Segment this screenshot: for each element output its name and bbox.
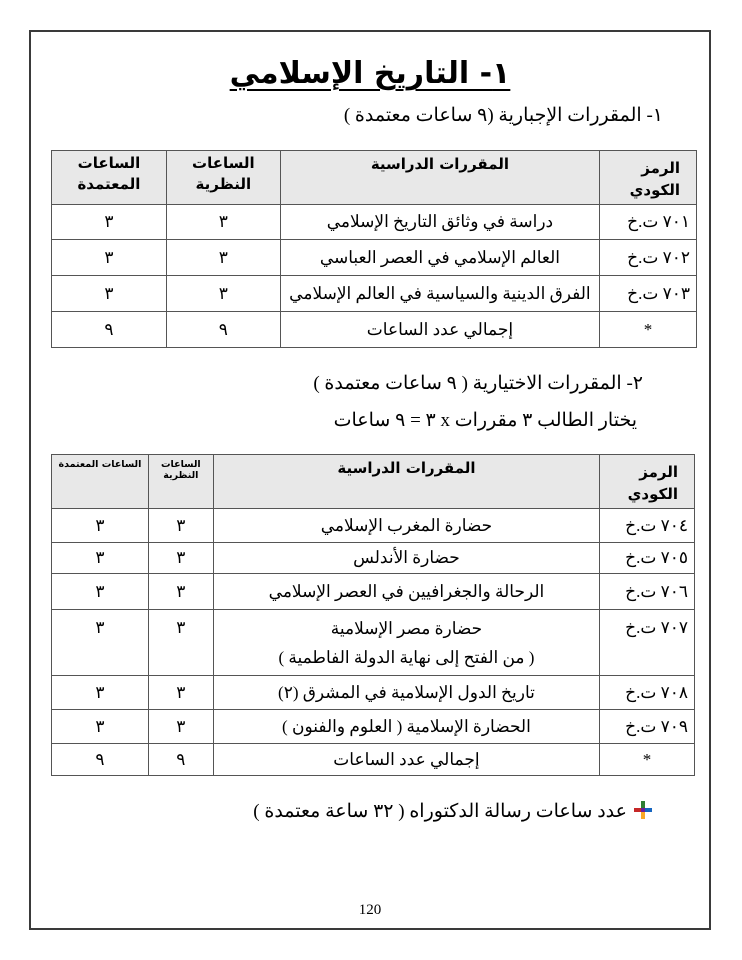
course-code: ٧٠١ ت.خ — [600, 205, 697, 240]
header-code — [600, 151, 697, 205]
header-course — [280, 151, 599, 205]
credit-hours: ٣ — [52, 676, 149, 710]
table-row — [52, 676, 695, 710]
course-code: ٧٠٥ ت.خ — [600, 543, 695, 574]
course-code: ٧٠٧ ت.خ — [600, 610, 695, 676]
total-credit-hours: ٩ — [52, 744, 149, 776]
theory-hours: ٣ — [166, 240, 280, 276]
course-code: ٧٠٣ ت.خ — [600, 276, 697, 312]
header-code-line2: الكودي — [627, 485, 678, 503]
course-name: الفرق الدينية والسياسية في العالم الإسلامي — [280, 276, 599, 312]
header-course-label: المقررات الدراسية — [370, 155, 510, 173]
course-name: العالم الإسلامي في العصر العباسي — [280, 240, 599, 276]
credit-hours: ٣ — [52, 610, 149, 676]
course-name: دراسة في وثائق التاريخ الإسلامي — [280, 205, 599, 240]
theory-hours: ٣ — [166, 276, 280, 312]
total-label: إجمالي عدد الساعات — [213, 744, 599, 776]
table-header-row — [52, 455, 695, 509]
credit-hours: ٣ — [52, 509, 149, 543]
theory-hours: ٣ — [148, 509, 213, 543]
total-marker: * — [600, 312, 697, 348]
course-name-cell — [213, 610, 599, 676]
page-number: 120 — [358, 902, 382, 918]
table-row — [52, 509, 695, 543]
course-name-detail: ( من الفتح إلى نهاية الدولة الفاطمية ) — [278, 647, 535, 667]
table-row — [52, 543, 695, 574]
header-code-line2: الكودي — [629, 181, 680, 199]
course-name: حضارة مصر الإسلامية — [330, 618, 483, 638]
header-credit-label: الساعات المعتمدة — [58, 459, 142, 470]
credit-hours: ٣ — [52, 543, 149, 574]
total-theory-hours: ٩ — [148, 744, 213, 776]
header-theory-line2: النظرية — [195, 175, 252, 193]
course-code: ٧٠٢ ت.خ — [600, 240, 697, 276]
course-name: الحضارة الإسلامية ( العلوم والفنون ) — [213, 710, 599, 744]
header-course — [213, 455, 599, 509]
total-marker: * — [600, 744, 695, 776]
course-code: ٧٠٤ ت.خ — [600, 509, 695, 543]
credit-hours: ٣ — [52, 710, 149, 744]
theory-hours: ٣ — [148, 543, 213, 574]
course-name: الرحالة والجغرافيين في العصر الإسلامي — [213, 574, 599, 610]
header-theory — [148, 455, 213, 509]
header-theory-line2: النظرية — [163, 470, 199, 481]
course-code: ٧٠٩ ت.خ — [600, 710, 695, 744]
header-course-label: المقررات الدراسية — [337, 459, 476, 477]
table-total-row — [52, 744, 695, 776]
four-color-bullet-icon — [633, 800, 653, 820]
header-theory-line1: الساعات — [192, 154, 255, 172]
table-row — [52, 610, 695, 676]
theory-hours: ٣ — [148, 610, 213, 676]
header-code-line1: الرمز — [641, 159, 680, 177]
section1-heading: ١- المقررات الإجبارية (٩ ساعات معتمدة ) — [343, 105, 663, 126]
credit-hours: ٣ — [52, 574, 149, 610]
total-theory-hours: ٩ — [166, 312, 280, 348]
elective-courses-table — [51, 454, 695, 776]
theory-hours: ٣ — [148, 574, 213, 610]
credit-hours: ٣ — [52, 276, 167, 312]
table-row — [52, 240, 697, 276]
table-row — [52, 574, 695, 610]
section2-heading: ٢- المقررات الاختيارية ( ٩ ساعات معتمدة ) — [313, 373, 643, 394]
header-code — [600, 455, 695, 509]
table-row — [52, 205, 697, 240]
table-header-row — [52, 151, 697, 205]
course-name: تاريخ الدول الإسلامية في المشرق (٢) — [213, 676, 599, 710]
section2-subheading: يختار الطالب ٣ مقررات x ٣ = ٩ ساعات — [333, 410, 637, 431]
credit-hours: ٣ — [52, 240, 167, 276]
document-page — [29, 30, 711, 930]
table-total-row — [52, 312, 697, 348]
course-code: ٧٠٨ ت.خ — [600, 676, 695, 710]
course-name: حضارة المغرب الإسلامي — [213, 509, 599, 543]
header-theory-line1: الساعات — [161, 459, 201, 470]
total-label: إجمالي عدد الساعات — [280, 312, 599, 348]
header-credit-line1: الساعات — [77, 154, 141, 172]
total-credit-hours: ٩ — [52, 312, 167, 348]
doctorate-hours-note: عدد ساعات رسالة الدكتوراه ( ٣٢ ساعة معتمدة ) — [253, 801, 627, 822]
theory-hours: ٣ — [148, 676, 213, 710]
theory-hours: ٣ — [166, 205, 280, 240]
required-courses-table — [51, 150, 697, 348]
header-credit — [52, 151, 167, 205]
credit-hours: ٣ — [52, 205, 167, 240]
header-credit — [52, 455, 149, 509]
course-code: ٧٠٦ ت.خ — [600, 574, 695, 610]
theory-hours: ٣ — [148, 710, 213, 744]
header-code-line1: الرمز — [639, 463, 678, 481]
table-row — [52, 276, 697, 312]
page-title: ١- التاريخ الإسلامي — [229, 56, 511, 91]
header-credit-line2: المعتمدة — [77, 175, 141, 193]
header-theory — [166, 151, 280, 205]
course-name: حضارة الأندلس — [213, 543, 599, 574]
table-row — [52, 710, 695, 744]
